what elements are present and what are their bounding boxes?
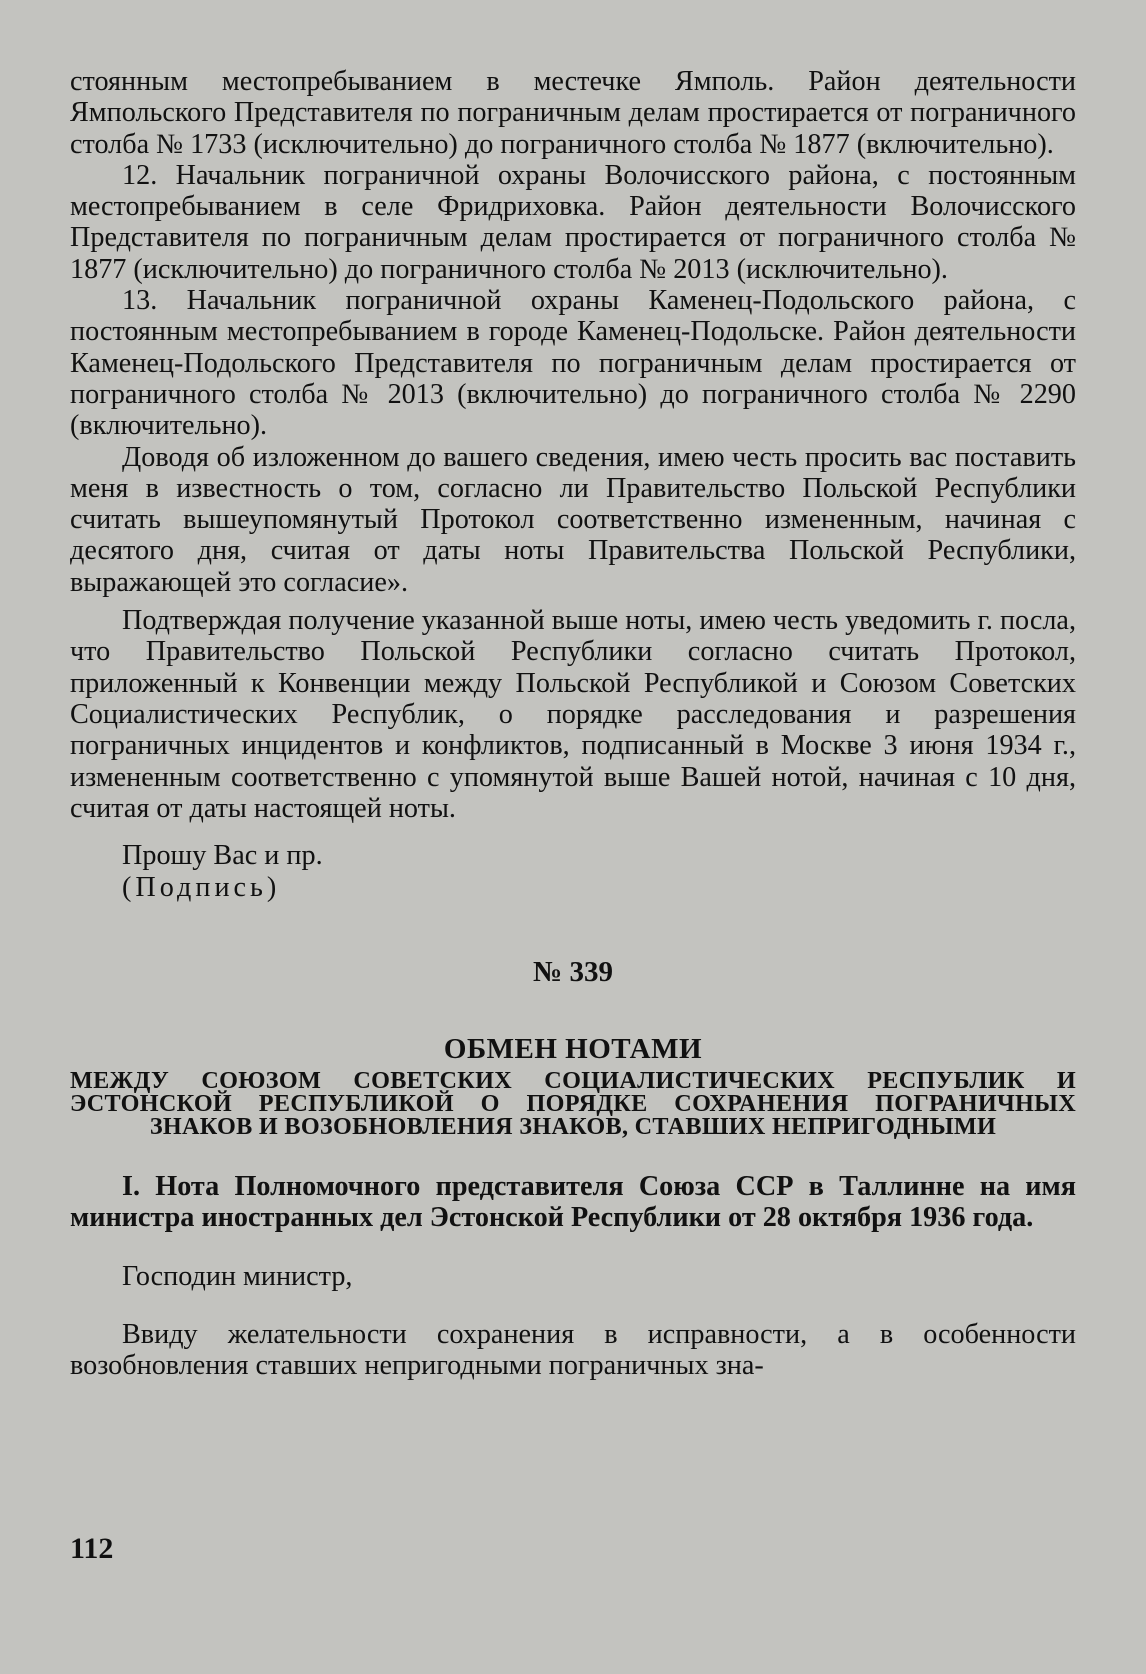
note-body-start: Ввиду желательности сохранения в исправности, а в особенности возобновления ставших непригодными пограничных зна-	[70, 1319, 1076, 1382]
paragraph-confirmation: Подтверждая получение указанной выше ноты, имею честь уведомить г. посла, что Правительство Польской Республики согласно считать Протокол, приложенный к Конвенции между Польской Республикой и Союзом Советских Социалистических Республик, о порядке расследования и разрешения пограничных инцидентов и конфликтов, подписанный в Москве 3 июня 1934 г., измененным соответственно с упомянутой выше Вашей нотой, начиная с 10 дня, считая от даты настоящей ноты.	[70, 605, 1076, 824]
document-title: ОБМЕН НОТАМИ	[443, 1033, 703, 1066]
note-heading: I. Нота Полномочного представителя Союза ССР в Таллинне на имя министра иностранных дел Эстонской Республики от 28 октября 1936 года.	[70, 1170, 1076, 1233]
page-number: 112	[70, 1532, 114, 1565]
paragraph-kamenets-podolsk: 13. Начальник пограничной охраны Каменец-Подольского района, с постоянным местопребыванием в городе Каменец-Подольске. Район деятельности Каменец-Подольского Представителя по пограничным делам простирается от пограничного столба № 2013 (включительно) до пограничного столба № 2290 (включительно).	[70, 285, 1076, 442]
closing-regards: Прошу Вас и пр.	[122, 840, 323, 872]
paragraph-volochisk: 12. Начальник пограничной охраны Волочисского района, с постоянным местопребыванием в селе Фридриховка. Район деятельности Волочисского Представителя по пограничным делам простирается от пограничного столба № 1877 (исключительно) до пограничного столба № 2013 (исключительно).	[70, 159, 1076, 285]
paragraph-yampol: стоянным местопребыванием в местечке Ямполь. Район деятельности Ямпольского Представителя по пограничным делам простирается от пограничного столба № 1733 (исключительно) до пограничного столба № 1877 (включительно).	[70, 66, 1076, 160]
signature-line: (Подпись)	[122, 872, 281, 904]
closing-block	[70, 840, 1076, 904]
document-number: № 339	[533, 956, 613, 989]
document-subtitle: МЕЖДУ СОЮЗОМ СОВЕТСКИХ СОЦИАЛИСТИЧЕСКИХ РЕСПУБЛИК И ЭСТОНСКОЙ РЕСПУБЛИКОЙ О ПОРЯДКЕ СОХРАНЕНИЯ ПОГРАНИЧНЫХ ЗНАКОВ И ВОЗОБНОВЛЕНИЯ ЗНАКОВ, СТАВШИХ НЕПРИГОДНЫМИ	[70, 1067, 1076, 1140]
salutation: Господин министр,	[122, 1261, 353, 1293]
paragraph-request-consent: Доводя об изложенном до вашего сведения, имею честь просить вас поставить меня в известность о том, согласно ли Правительство Польской Республики считать вышеупомянутый Протокол соответственно измененным, начиная с десятого дня, считая от даты ноты Правительства Польской Республики, выражающей это согласие».	[70, 441, 1076, 598]
